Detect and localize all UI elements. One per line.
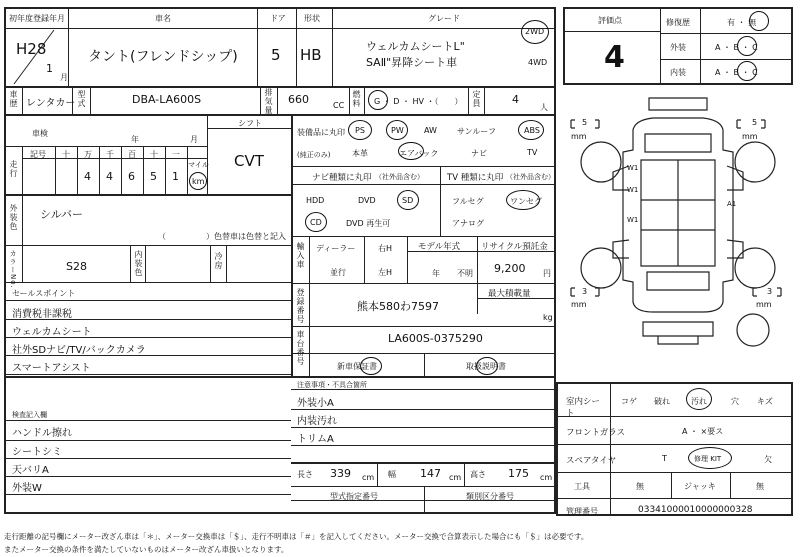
- tv-analog: アナログ: [452, 219, 484, 228]
- tire-spare: [737, 314, 769, 346]
- door-label: ドア: [270, 14, 286, 23]
- mile-label: マイル: [188, 161, 209, 169]
- nav-dvd-playback: DVD 再生可: [346, 219, 391, 228]
- displacement-value: 660: [288, 93, 309, 106]
- tools-label: 工具: [574, 482, 590, 491]
- windshield-options: A ・ ×要ス: [682, 427, 724, 436]
- grade-label: グレード: [428, 14, 460, 23]
- fuel-options: G ・ D ・ HV ・（ ）: [374, 97, 463, 106]
- tire-rear-left: [581, 248, 621, 288]
- width-label: 幅: [388, 470, 396, 479]
- cooler-label: 冷房: [214, 252, 223, 270]
- inspector-note-2: 天バリA: [12, 465, 49, 476]
- symbol-label: 記号: [30, 150, 46, 159]
- seat-dirt: 汚れ: [691, 397, 707, 406]
- car-diagram: [563, 90, 793, 375]
- nav-label: ナビ種類に丸印: [312, 173, 372, 183]
- exterior-grade-label: 外装: [670, 43, 686, 52]
- seat-scratch: キズ: [757, 397, 773, 406]
- mark-w1-b: W1: [627, 186, 639, 194]
- selling-point-3: スマートアシスト: [12, 363, 91, 374]
- shaken-label: 車検: [32, 129, 48, 138]
- exterior-grade-options: A ・ B ・ C: [715, 43, 758, 52]
- interior-grade-label: 内装: [670, 68, 686, 77]
- note-1: 内装汚れ: [297, 416, 337, 427]
- inspector-note-0: ハンドル擦れ: [12, 428, 72, 439]
- month-unit: 月: [60, 73, 68, 82]
- shift-value: CVT: [234, 152, 264, 170]
- recycle-yen: 円: [543, 269, 551, 278]
- seat-hole: 穴: [731, 397, 739, 406]
- seat-burn: コゲ: [621, 397, 637, 406]
- capacity-value: 4: [512, 93, 519, 106]
- digit-label-3: 百: [128, 150, 136, 159]
- score-value: 4: [604, 40, 625, 75]
- max-load-unit: kg: [543, 313, 553, 322]
- mm-label-fr: mm: [742, 132, 758, 141]
- digit-label-1: 万: [84, 150, 92, 159]
- chassis-label: 車台番号: [296, 330, 305, 366]
- type-no-label: 型式指定番号: [330, 492, 378, 501]
- model-year-value: 不明: [457, 269, 473, 278]
- car-name: タント(フレンドシップ): [88, 49, 238, 65]
- shaken-year-unit: 年: [131, 135, 139, 144]
- shaken-month-unit: 月: [190, 135, 198, 144]
- shift-label: シフト: [238, 119, 262, 128]
- registration-label: 登録番号: [296, 288, 305, 324]
- tire-label-rl: 3: [582, 287, 588, 296]
- import-label: 輸入車: [296, 242, 305, 269]
- equipment-sub-label: (純正のみ): [297, 151, 331, 159]
- tire-rear-right: [735, 248, 775, 288]
- length-value: 339: [330, 467, 351, 480]
- score-label: 評価点: [598, 16, 622, 25]
- tire-front-right: [735, 142, 775, 182]
- mgmt-value: 03341000010000000328: [638, 505, 753, 515]
- equipment-label: 装備品に丸印: [297, 128, 345, 137]
- note-2: トリムA: [297, 434, 334, 445]
- equip-airbag: エアバック: [399, 149, 439, 158]
- repair-label: 修復歴: [666, 18, 690, 27]
- nav-dvd: DVD: [358, 196, 376, 205]
- spare-missing: 欠: [764, 455, 772, 464]
- chassis-value: LA600S-0375290: [388, 332, 483, 345]
- equip-ps: PS: [355, 126, 365, 135]
- equip-abs: ABS: [524, 126, 540, 135]
- inspector-note-3: 外装W: [12, 483, 42, 494]
- footer-line1: 走行距離の記号欄にメーター改ざん車は「＊」、メーター交換車は「＄」、走行不明車は「＃」を記入してください。メーター交換で合算表示した場合にも「＄」は必要です。: [4, 532, 589, 541]
- model-year-label: モデル年式: [418, 242, 461, 252]
- equip-leather: 本革: [352, 149, 368, 158]
- digit-4: 5: [150, 170, 157, 183]
- interior-color-label: 内装色: [134, 250, 143, 277]
- mileage-label: 走行: [9, 160, 18, 178]
- mark-w1-a: W1: [627, 164, 639, 172]
- selling-point-0: 消費税非課税: [12, 309, 72, 320]
- selling-point-2: 社外SDナビ/TV/バックカメラ: [12, 345, 146, 356]
- grade-line1: ウェルカムシートL": [366, 40, 465, 53]
- width-unit: cm: [449, 473, 462, 482]
- nav-sub-label: （社外品含む）: [375, 173, 424, 181]
- tv-fullseg: フルセグ: [452, 197, 484, 206]
- nav-sd: SD: [402, 196, 414, 205]
- model-label: 型式: [77, 90, 86, 108]
- exterior-b-circle: [737, 36, 757, 56]
- usage-label: 車歴: [9, 90, 18, 108]
- color-code-label: カラーNo.: [9, 250, 17, 289]
- car-name-label: 車名: [155, 14, 171, 23]
- digit-3: 6: [128, 170, 135, 183]
- import-rh: 右H: [378, 244, 393, 253]
- notes-label: 注意事項・不具合箇所: [297, 381, 367, 389]
- fuel-label: 燃料: [352, 90, 361, 108]
- interior-b-circle: [737, 61, 757, 81]
- exterior-color-note: （ ）色替車は色替と記入: [158, 232, 286, 241]
- import-parallel: 並行: [330, 268, 346, 277]
- body-shape: HB: [300, 46, 322, 64]
- capacity-label: 定員: [472, 90, 481, 108]
- repair-options: 有 ・ 無: [727, 18, 757, 27]
- tire-front-left: [581, 142, 621, 182]
- mm-label-rl: mm: [571, 300, 587, 309]
- width-value: 147: [420, 467, 441, 480]
- spare-kit: 修理 KIT: [694, 455, 722, 463]
- tire-label-fr: 5: [752, 118, 758, 127]
- mark-a1: A1: [727, 200, 737, 208]
- digit-label-0: 十: [62, 150, 70, 159]
- exterior-color-value: シルバー: [40, 208, 83, 221]
- length-label: 長さ: [297, 470, 313, 479]
- seat-tear: 破れ: [654, 397, 670, 406]
- registration-value: 熊本580わ7597: [357, 300, 439, 313]
- recycle-label: リサイクル預託金: [481, 242, 548, 252]
- new-car-warranty: 新車保証書: [337, 362, 377, 371]
- inspector-note-1: シートシミ: [12, 447, 62, 458]
- note-0: 外装小A: [297, 398, 334, 409]
- tv-sub-label: （社外品含む）: [506, 173, 555, 181]
- jack-label: ジャッキ: [684, 482, 716, 491]
- color-code-value: S28: [66, 260, 87, 273]
- mm-label-rr: mm: [756, 300, 772, 309]
- first-reg-label: 初年度登録年月: [9, 14, 65, 23]
- recycle-value: 9,200: [494, 262, 526, 275]
- equip-sunroof: サンルーフ: [457, 127, 496, 136]
- drive-4wd: 4WD: [528, 58, 548, 67]
- digit-2: 4: [106, 170, 113, 183]
- selling-points-label: セールスポイント: [12, 289, 76, 298]
- shape-label: 形状: [304, 14, 320, 23]
- digit-5: 1: [172, 170, 179, 183]
- tire-label-rr: 3: [767, 287, 773, 296]
- digit-label-4: 十: [150, 150, 158, 159]
- grade-line2: SAⅡ"昇降シート車: [366, 56, 458, 69]
- km-label: km: [192, 177, 205, 186]
- jack-value: 無: [756, 482, 764, 491]
- model-year-unit: 年: [432, 269, 440, 278]
- nav-hdd: HDD: [306, 196, 325, 205]
- max-load-label: 最大積載量: [488, 289, 531, 299]
- tv-label: TV 種類に丸印: [447, 173, 504, 183]
- nav-cd: CD: [310, 218, 322, 227]
- cc-unit: CC: [333, 101, 345, 110]
- import-dealer: ディーラー: [316, 244, 356, 253]
- interior-grade-options: A ・ B ・ C: [715, 68, 758, 77]
- equip-aw: AW: [424, 126, 437, 135]
- equip-tv: TV: [527, 148, 538, 157]
- capacity-unit: 人: [540, 103, 548, 112]
- height-unit: cm: [540, 473, 553, 482]
- repair-none-circle: [749, 11, 769, 31]
- class-no-label: 類別区分番号: [466, 492, 514, 501]
- digit-1: 4: [84, 170, 91, 183]
- first-reg-month: 1: [46, 62, 53, 75]
- inspector-label: 検査記入欄: [12, 411, 47, 419]
- first-reg-era: H28: [16, 40, 47, 58]
- digit-label-2: 千: [106, 150, 114, 159]
- windshield-label: フロントガラス: [566, 428, 625, 438]
- selling-point-1: ウェルカムシート: [12, 327, 92, 338]
- tire-label-fl: 5: [582, 118, 588, 127]
- equip-pw: PW: [391, 126, 404, 135]
- model-value: DBA-LA600S: [132, 93, 202, 106]
- usage-value: レンタカー: [26, 98, 76, 109]
- spare-t: T: [662, 454, 667, 463]
- door-count: 5: [271, 46, 281, 64]
- digit-label-5: 一: [172, 150, 180, 159]
- drive-2wd: 2WD: [525, 27, 545, 36]
- displacement-label: 排気量: [264, 88, 273, 115]
- exterior-color-label: 外装色: [9, 204, 18, 231]
- manual: 取扱説明書: [466, 362, 506, 371]
- seat-label: 室内シート: [566, 397, 601, 419]
- spare-label: スペアタイヤ: [566, 456, 617, 466]
- height-label: 高さ: [470, 470, 486, 479]
- mm-label-fl: mm: [571, 132, 587, 141]
- mgmt-label: 管理番号: [566, 507, 598, 516]
- length-unit: cm: [362, 473, 375, 482]
- equip-navi: ナビ: [471, 149, 487, 158]
- footer-line2: またメーター交換の条件を満たしていないものはメーター改ざん車扱いとなります。: [4, 545, 289, 554]
- mark-w1-c: W1: [627, 216, 639, 224]
- height-value: 175: [508, 467, 529, 480]
- tools-value: 無: [636, 482, 644, 491]
- tv-oneseg: ワンセグ: [510, 197, 542, 206]
- import-lh: 左H: [378, 268, 393, 277]
